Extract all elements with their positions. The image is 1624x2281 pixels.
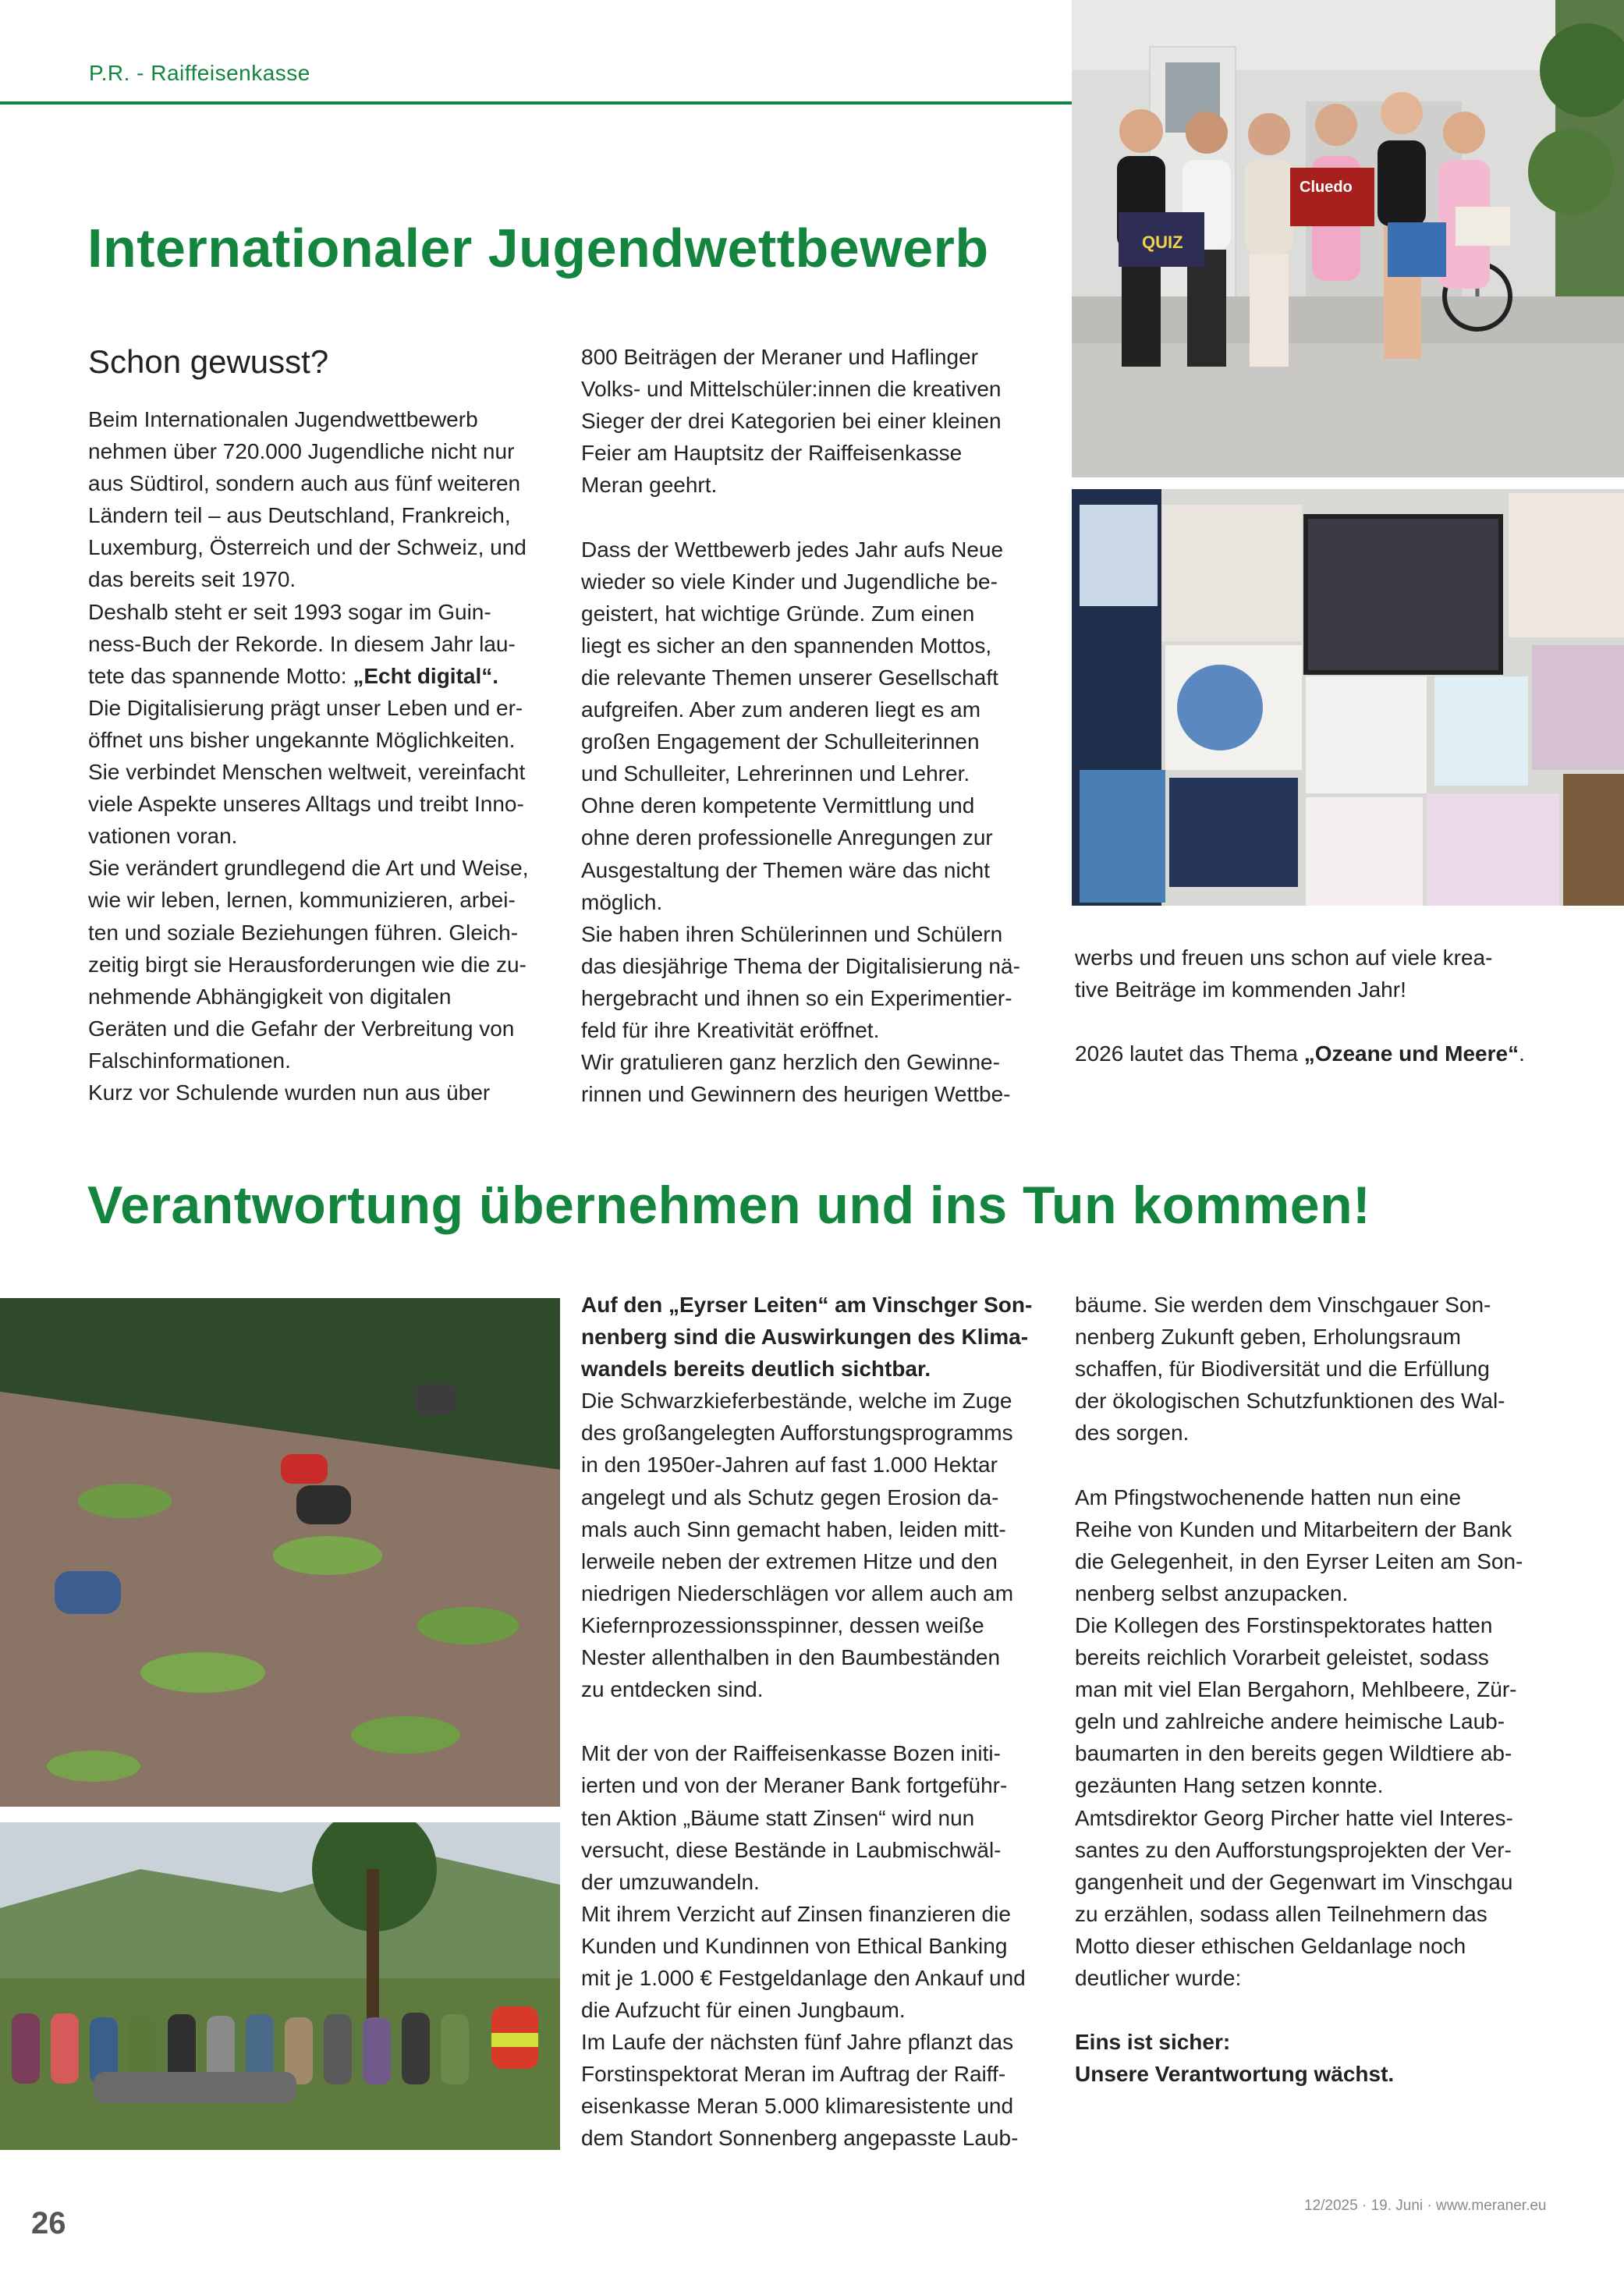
article-title-jugendwettbewerb: Internationaler Jugendwettbewerb <box>87 218 989 278</box>
prize-box-blue <box>1388 222 1446 277</box>
worker-dark <box>296 1485 351 1524</box>
photo-prize-winners <box>1072 0 1624 477</box>
article-subheading: Schon gewusst? <box>88 343 329 380</box>
cluedo-box-label: Cluedo <box>1300 179 1353 196</box>
article1-col3-text-b: . <box>1519 1041 1525 1066</box>
article2-closing: Eins ist sicher: Unsere Verantwortung wächst. <box>1075 2030 1395 2087</box>
article1-column-2: 800 Beiträgen der Meraner und Haflinger Volks- und Mittelschüler:innen die kreativen Sieger der drei Kategorien bei einer kleinen Feier am Hauptsitz der Raiffeisenkasse Meran geehrt. Dass der Wettbewerb jedes Jahr aufs Neue wieder so viele Kinder und Jugendliche be- geistert, hat wichtige Gründe. Zum einen liegt es sicher an den spannenden Mottos, die relevante Themen unserer Gesellschaft aufgreifen. Aber zum anderen liegt es am großen Engagement der Schulleiterinnen und Schulleiter, Lehrerinnen und Lehrer. Ohne deren kompetente Vermittlung und ohne deren professionelle Anregungen zur Ausgestaltung der Themen wäre das nicht möglich. Sie haben ihren Schülerinnen und Schülern das diesjährige Thema der Digitalisierung nä- hergebracht und ihnen so ein Experimentier- feld für ihre Kreativität eröffnet. Wir gratulieren ganz herzlich den Gewinne- rinnen und Gewinnern des heurigen Wettbe- <box>581 345 1020 1107</box>
prize-box-white <box>1456 207 1510 246</box>
article2-col1-body: Die Schwarzkieferbestände, welche im Zuge des großangelegten Aufforstungsprogramms in den 1950er-Jahren auf fast 1.000 Hektar angelegt und als Schutz gegen Erosion da- mals auch Sinn gemacht haben, leiden mitt- lerweile neben der extremen Hitze und den niedrigen Niederschlägen vor allem auch am Kiefernprozessionsspinner, dessen weiße Nester allenthalben in den Baumbeständen zu entdecken sind. Mit der von der Raiffeisenkasse Bozen initi- ierten und von der Meraner Bank fortgeführ- ten Aktion „Bäume statt Zinsen“ wird nun versucht, diese Bestände in Laubmischwäl- der umzuwandeln. Mit ihrem Verzicht auf Zinsen finanzieren die Kunden und Kundinnen von Ethical Banking mit je 1.000 € Festgeldanlage den Ankauf und die Aufzucht für einen Jungbaum. Im Laufe der nächsten fünf Jahre pflanzt das Forstinspektorat Meran im Auftrag der Raiff- eisenkasse Meran 5.000 klimaresistente und dem Standort Sonnenberg angepasste Laub- <box>581 1389 1026 2151</box>
quiz-box-label: QUIZ <box>1142 232 1183 252</box>
article1-col1-text-b: Die Digitalisierung prägt unser Leben und er- öffnet uns bisher ungekannte Möglichkeiten. Sie verbindet Menschen weltweit, vereinfacht viele Aspekte unseres Alltags und treibt Inno- vationen voran. Sie verändert grundlegend die Art und Weise, wie wir leben, lernen, kommunizieren, arbei- ten und soziale Beziehungen führen. Gleich- zeitig birgt sie Herausforderungen wie die zu- nehmende Abhängigkeit von digitalen Geräten und die Gefahr der Verbreitung von Falschinformationen. Kurz vor Schulende wurden nun aus über <box>88 695 529 1105</box>
theme-2026-highlight: „Ozeane und Meere“ <box>1303 1041 1519 1066</box>
article2-column-1 <box>581 1289 1049 2155</box>
page-number: 26 <box>31 2206 66 2240</box>
article1-column-3 <box>1075 942 1543 1070</box>
article-title-verantwortung: Verantwortung übernehmen und ins Tun kommen! <box>87 1176 1371 1235</box>
artwork-wall-illustration <box>1072 489 1624 906</box>
article1-col1-text-a: Beim Internationalen Jugendwettbewerb nehmen über 720.000 Jugendliche nicht nur aus Südtirol, sondern auch aus fünf weiteren Ländern teil – aus Deutschland, Frankreich, Luxemburg, Österreich und der Schweiz, und das bereits seit 1970. Deshalb steht er seit 1993 sogar im Guin- ness-Buch der Rekorde. In diesem Jahr lau- tete das spannende Motto: <box>88 407 527 688</box>
article2-col2-body: bäume. Sie werden dem Vinschgauer Son- nenberg Zukunft geben, Erholungsraum schaffen, für Biodiversität und die Erfüllung der ökologischen Schutzfunktionen des Wal- des sorgen. Am Pfingstwochenende hatten nun eine Reihe von Kunden und Mitarbeitern der Bank die Gelegenheit, in den Eyrser Leiten am Son- nenberg selbst anzupacken. Die Kollegen des Forstinspektorates hatten bereits reichlich Vorarbeit geleistet, sodass man mit viel Elan Bergahorn, Mehlbeere, Zür- geln und zahlreiche andere heimische Laub- baumarten in den bereits gegen Wildtiere ab- gezäunten Hang setzen konnte. Amtsdirektor Georg Pircher hatte viel Interes- santes zu den Aufforstungsprojekten der Ver- gangenheit und der Gegenwart im Vinschgau zu erzählen, sodass allen Teilnehmern das Motto dieser ethischen Geldanlage noch deutlicher wurde: <box>1075 1293 1523 1990</box>
prize-winners-illustration <box>1072 0 1624 477</box>
cluedo-game-box <box>1290 168 1374 226</box>
motto-highlight: „Echt digital“. <box>353 663 499 688</box>
section-label: P.R. - Raiffeisenkasse <box>89 61 310 85</box>
photo-artwork-wall <box>1072 489 1624 906</box>
issue-info: 12/2025 · 19. Juni · www.meraner.eu <box>1304 2198 1547 2214</box>
article1-col3-text-a: werbs und freuen uns schon auf viele krea- tive Beiträge im kommenden Jahr! 2026 lautet das Thema <box>1075 945 1493 1066</box>
worker-blue <box>55 1571 121 1614</box>
worker-red <box>281 1454 328 1484</box>
article2-column-2 <box>1075 1289 1543 2090</box>
worker-hiker <box>413 1384 456 1415</box>
tree-planting-illustration <box>0 1298 560 1807</box>
photo-group <box>0 1822 560 2150</box>
article1-column-1 <box>88 403 553 1109</box>
article2-lead: Auf den „Eyrser Leiten“ am Vinschger Son- nenberg sind die Auswirkungen des Klima- wandels bereits deutlich sichtbar. <box>581 1293 1033 1382</box>
photo-tree-planting <box>0 1298 560 1807</box>
header-divider <box>0 101 1072 105</box>
group-photo-illustration <box>0 1822 560 2150</box>
